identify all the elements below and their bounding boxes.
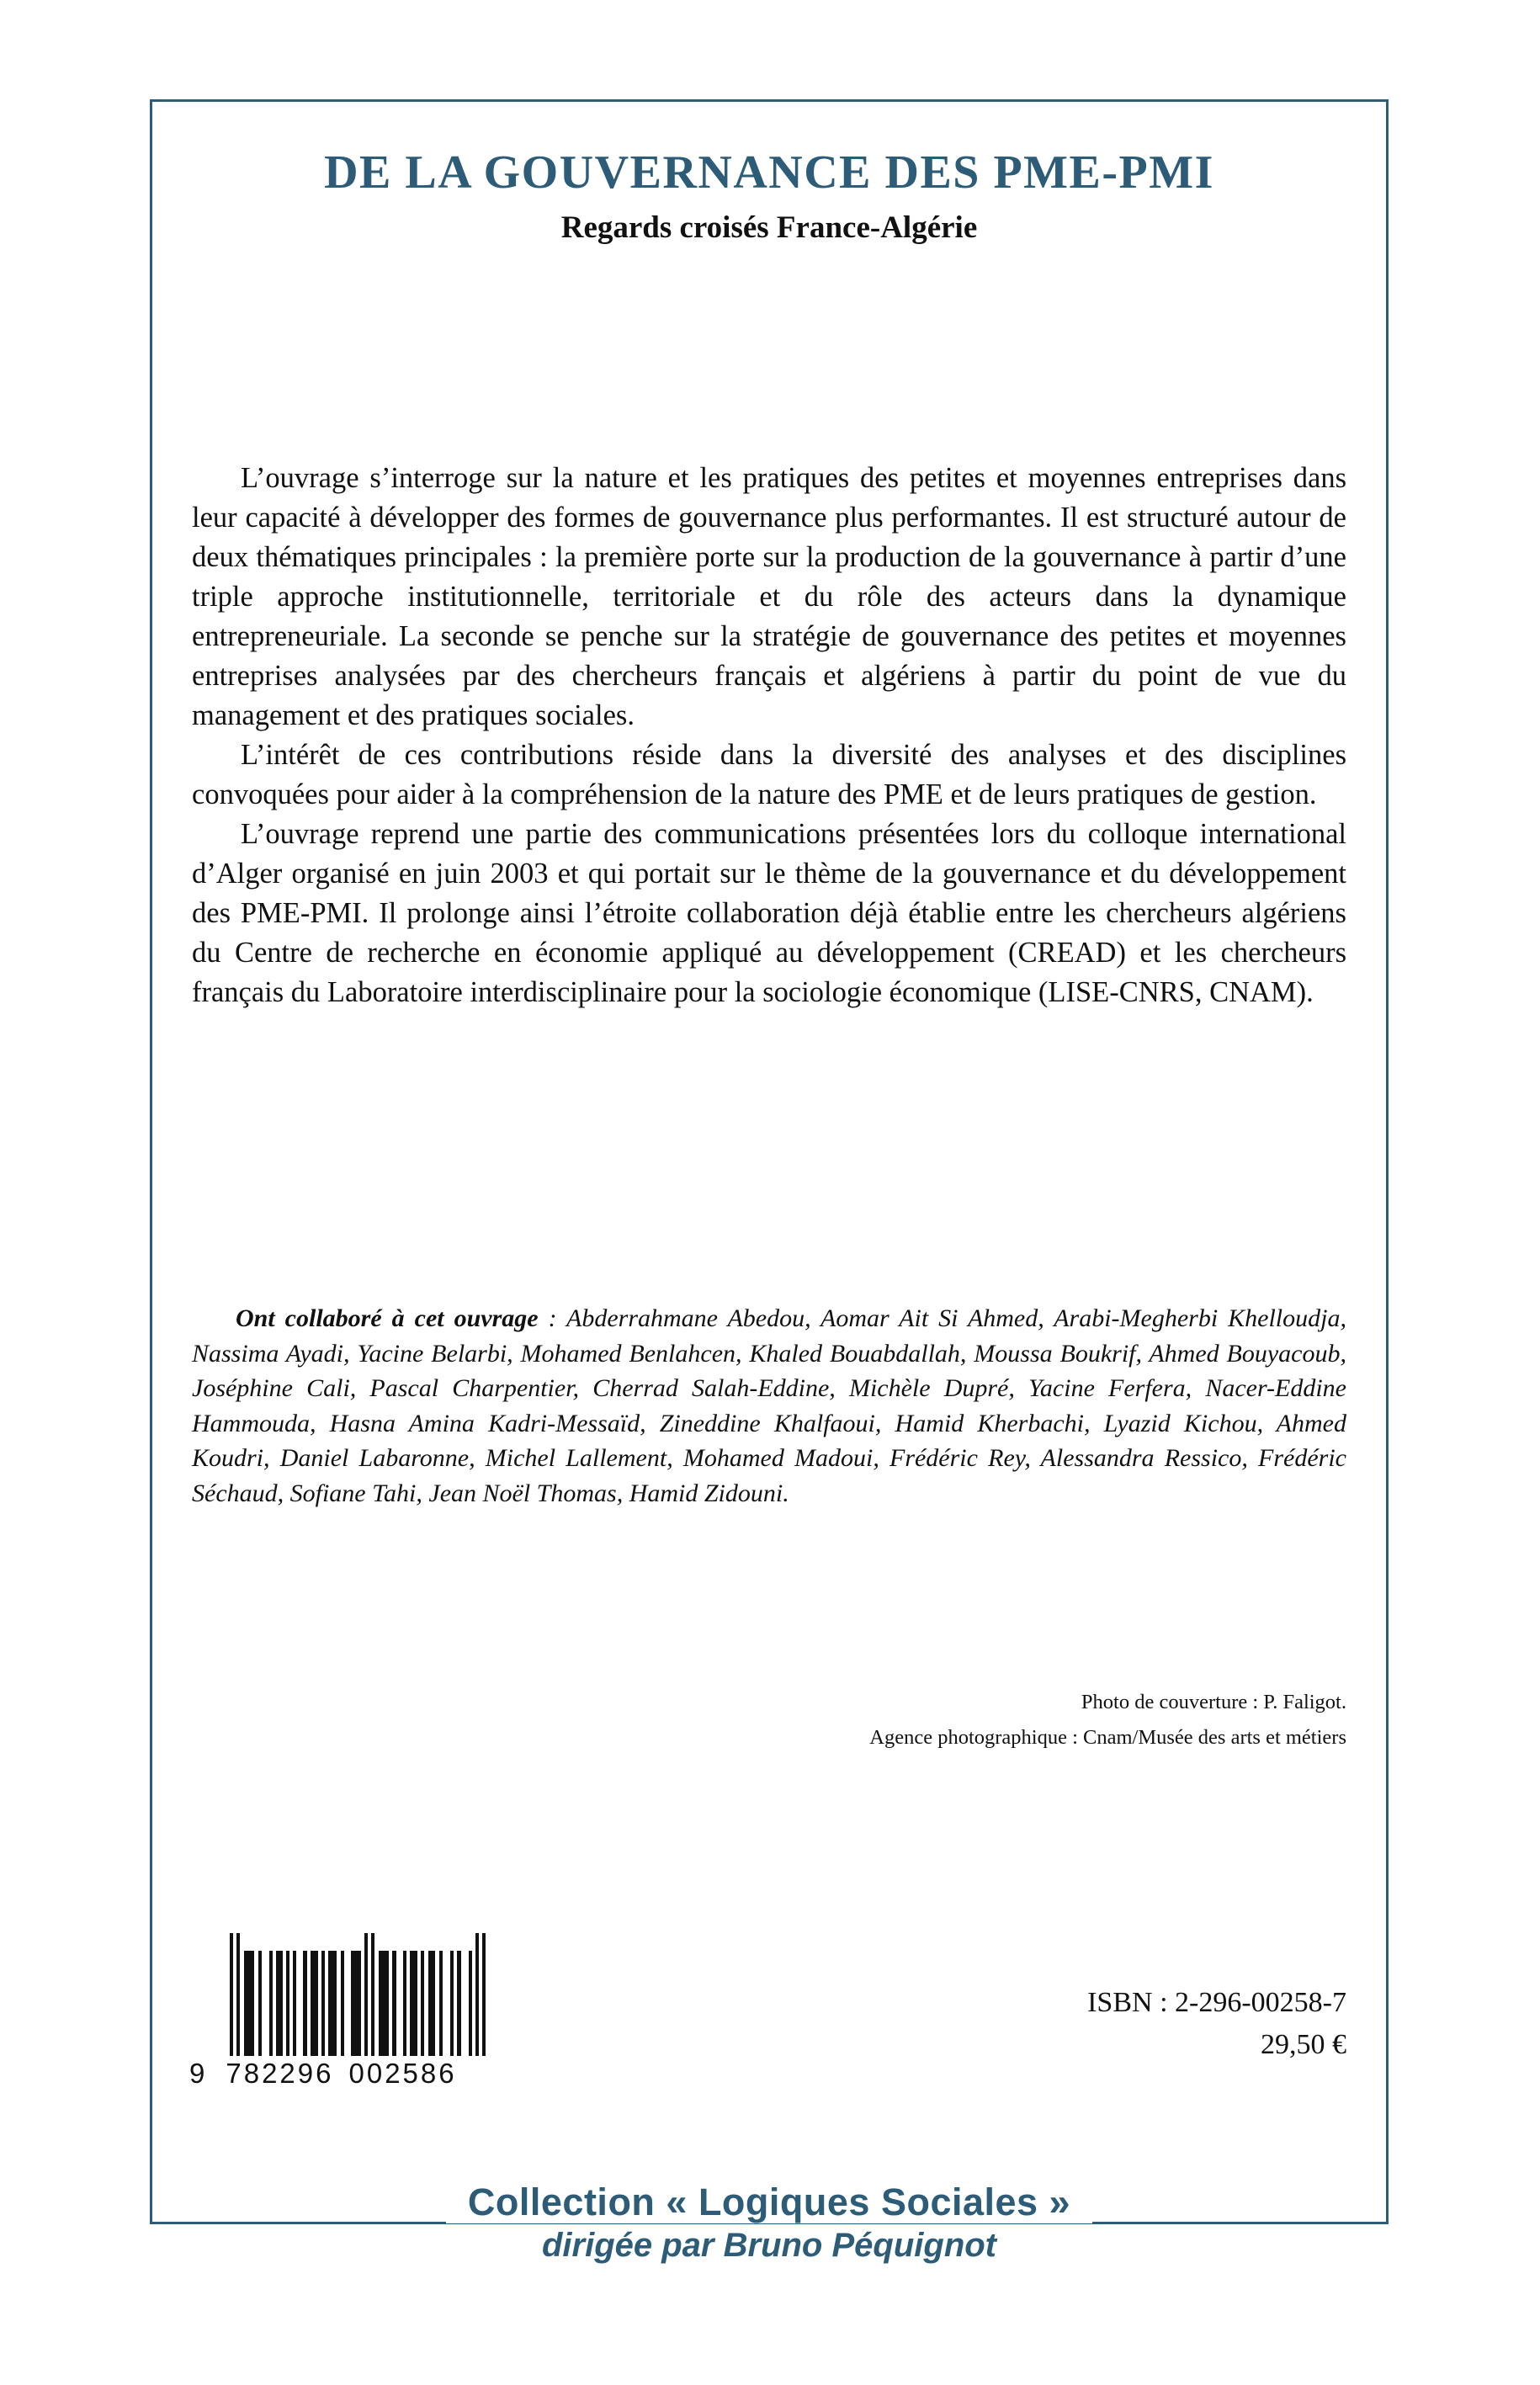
barcode xyxy=(189,1951,509,2090)
contributors-names: Abderrahmane Abedou, Aomar Ait Si Ahmed, Arabi-Megherbi Khelloudja, Nassima Ayadi, Yacine Belarbi, Mohamed Benlahcen, Khaled Bouabdallah, Moussa Boukrif, Ahmed Bouyacoub, Joséphine Cali, Pascal Charpentier, Cherrad Salah-Eddine, Michèle Dupré, Yacine Ferfera, Nacer-Eddine Hammouda, Hasna Amina Kadri-Messaïd, Zineddine Khalfaoui, Hamid Kherbachi, Lyazid Kichou, Ahmed Koudri, Daniel Labaronne, Michel Lallement, Mohamed Madoui, Frédéric Rey, Alessandra Ressico, Frédéric Séchaud, Sofiane Tahi, Jean Noël Thomas, Hamid Zidouni. xyxy=(192,1304,1346,1507)
contributors-block xyxy=(192,1301,1346,1511)
title-block xyxy=(150,147,1389,245)
barcode-bars xyxy=(230,1951,507,2056)
photo-credits xyxy=(505,1685,1346,1756)
cover-frame xyxy=(150,99,1389,2224)
page-title: DE LA GOUVERNANCE DES PME-PMI xyxy=(324,146,1214,199)
isbn-value: ISBN : 2-296-00258-7 xyxy=(1087,1987,1346,2018)
barcode-group-right: 002586 xyxy=(348,2058,457,2089)
contributors-paragraph xyxy=(192,1301,1346,1511)
barcode-lead-digit: 9 xyxy=(189,2058,208,2089)
collection-director: dirigée par Bruno Péquignot xyxy=(541,2227,997,2265)
blurb-paragraph-1: L’ouvrage s’interroge sur la nature et les pratiques des petites et moyennes entreprises dans leur capacité à développer des formes de gouvernance plus performantes. Il est structuré autour de deux thématiques principales : la première porte sur la production de la gouvernance à partir d’une triple approche institutionnelle, territoriale et du rôle des acteurs dans la dynamique entrepreneuriale. La seconde se penche sur la stratégie de gouvernance des petites et moyennes entreprises analysées par des chercheurs français et algériens à partir du point de vue du management et des pratiques sociales. xyxy=(192,462,1346,731)
barcode-group-left: 782296 xyxy=(226,2058,334,2089)
price-value: 29,50 € xyxy=(1261,2029,1346,2060)
contributors-lead-label: Ont collaboré à cet ouvrage xyxy=(236,1304,539,1332)
collection-name: Collection « Logiques Sociales » xyxy=(446,2181,1092,2223)
blurb-text xyxy=(192,459,1346,1012)
blurb-paragraph-3: L’ouvrage reprend une partie des communications présentées lors du colloque international d’Alger organisé en juin 2003 et qui portait sur le thème de la gouvernance et du développement des PME-PMI. Il prolonge ainsi l’étroite collaboration déjà établie entre les chercheurs algériens du Centre de recherche en économie appliqué au développement (CREAD) et les chercheurs français du Laboratoire interdisciplinaire pour la sociologie économique (LISE-CNRS, CNAM). xyxy=(192,818,1346,1008)
blurb-paragraph-2: L’intérêt de ces contributions réside dans la diversité des analyses et des disciplines convoquées pour aider à la compréhension de la nature des PME et de leurs pratiques de gestion. xyxy=(192,739,1346,810)
collection-footer xyxy=(150,2181,1389,2265)
photo-agency-credit: Agence photographique : Cnam/Musée des arts et métiers xyxy=(869,1726,1346,1749)
barcode-digits xyxy=(189,2058,509,2090)
contributors-separator: : xyxy=(538,1304,567,1332)
page-subtitle: Regards croisés France-Algérie xyxy=(560,210,978,245)
publication-info xyxy=(757,1982,1346,2066)
cover-photo-credit: Photo de couverture : P. Faligot. xyxy=(1081,1691,1346,1713)
